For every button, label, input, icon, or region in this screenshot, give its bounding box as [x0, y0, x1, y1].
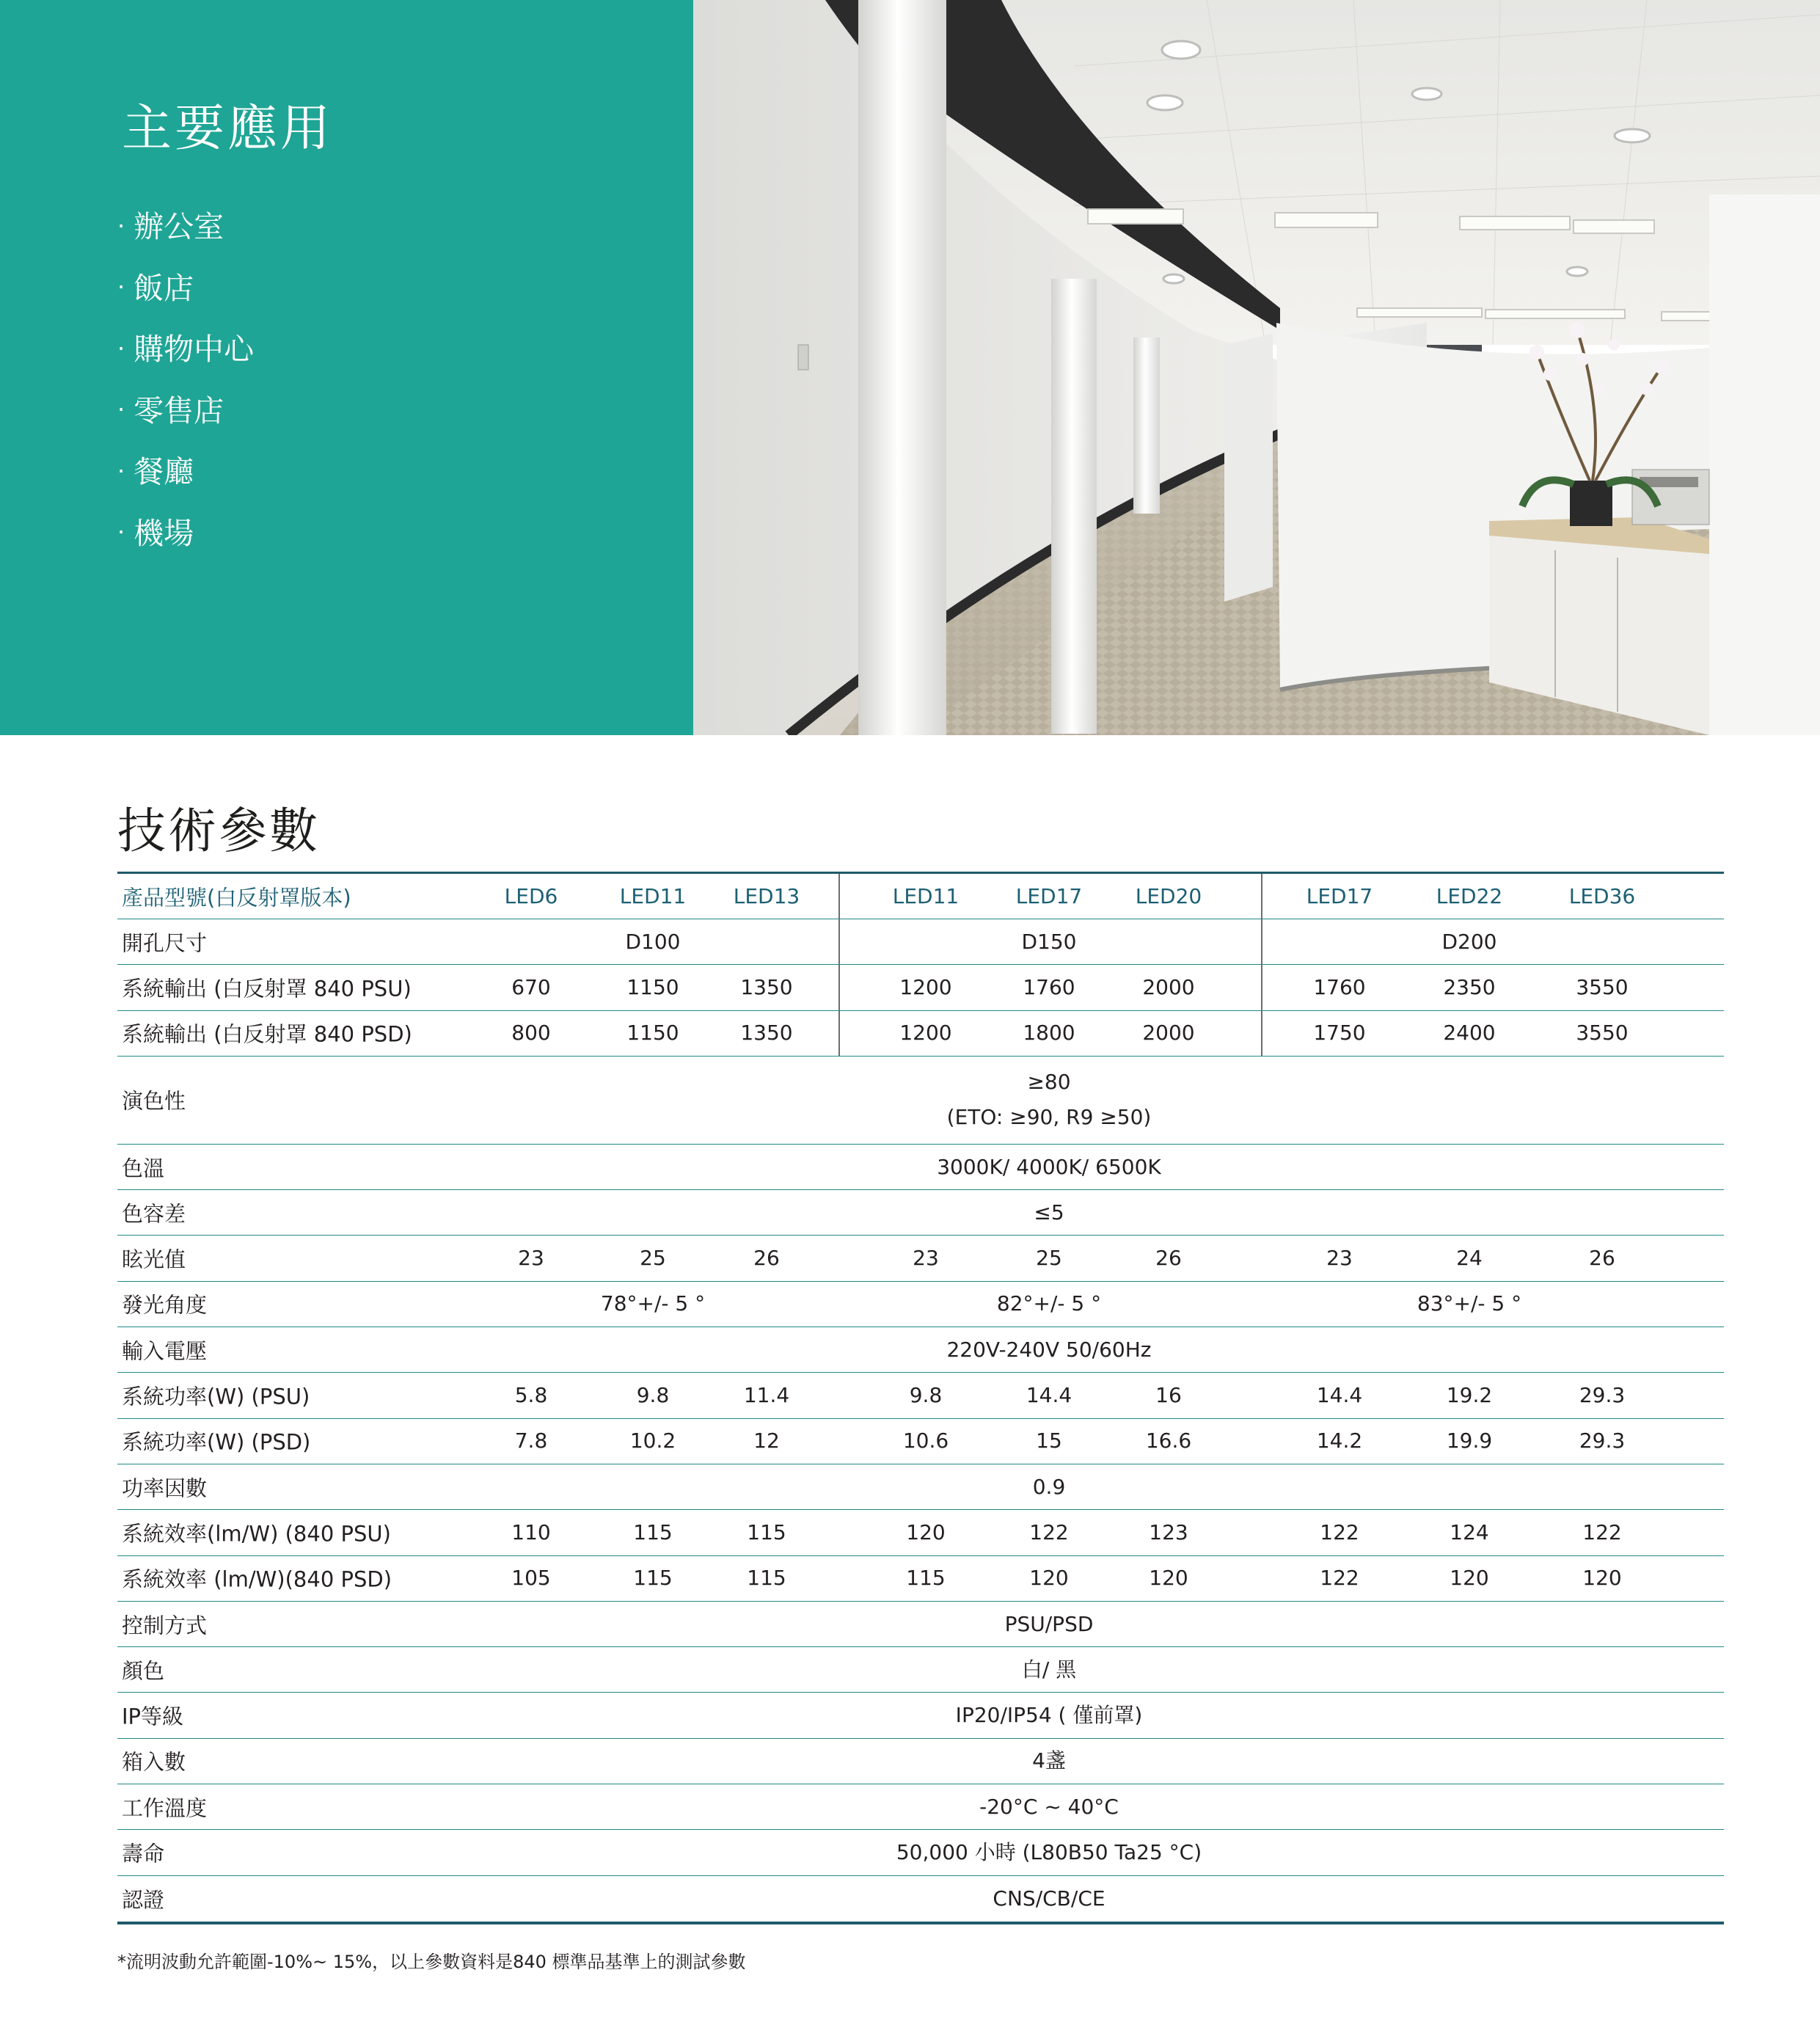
table-cell: 110: [511, 1520, 551, 1545]
table-cell: 23: [1326, 1246, 1353, 1271]
bullet-icon: ·: [117, 395, 125, 424]
table-cell: 23: [518, 1246, 544, 1271]
table-cell: 83°+/- 5 °: [1417, 1291, 1522, 1316]
row-label: IP等級: [122, 1704, 184, 1729]
table-cell: CNS/CB/CE: [993, 1886, 1105, 1911]
row-label: 系統功率(W) (PSU): [122, 1384, 310, 1409]
table-cell: 122: [1029, 1520, 1069, 1545]
row-label: 系統效率(lm/W) (840 PSU): [122, 1521, 391, 1547]
row-label: 開孔尺寸: [122, 930, 208, 956]
specs-table: [117, 872, 1724, 1924]
table-cell: 29.3: [1579, 1429, 1626, 1453]
column: [1051, 279, 1097, 734]
table-cell: D200: [1441, 929, 1497, 954]
application-item: [117, 258, 254, 320]
table-cell: 1750: [1313, 1021, 1366, 1046]
table-cell: 9.8: [909, 1383, 943, 1408]
table-cell: 1200: [899, 975, 952, 1000]
table-cell: 14.2: [1316, 1429, 1363, 1453]
table-cell: 120: [1450, 1566, 1489, 1591]
table-row: [117, 1145, 1724, 1190]
row-label: 系統功率(W) (PSD): [122, 1429, 311, 1455]
bullet-icon: ·: [117, 211, 125, 240]
table-cell: 120: [1582, 1566, 1622, 1591]
table-cell: 9.8: [636, 1383, 670, 1408]
applications-title: 主要應用: [122, 100, 334, 158]
table-cell: 82°+/- 5 °: [996, 1291, 1102, 1316]
table-cell: LED22: [1436, 883, 1503, 908]
table-cell: 12: [753, 1429, 780, 1453]
table-cell: 120: [1029, 1566, 1069, 1591]
table-cell: 0.9: [1032, 1474, 1066, 1499]
table-header-row: [117, 874, 1724, 919]
table-cell: LED17: [1306, 883, 1373, 908]
table-cell: LED13: [733, 883, 800, 908]
table-cell: 123: [1149, 1520, 1188, 1545]
application-item-label: 機場: [134, 515, 194, 551]
table-body: [117, 874, 1724, 1922]
bullet-icon: ·: [117, 456, 125, 485]
table-cell: 14.4: [1316, 1383, 1363, 1408]
table-cell: 14.4: [1026, 1383, 1072, 1408]
application-item: [117, 442, 254, 503]
wall-switch: [798, 345, 808, 370]
table-cell: 1150: [626, 1021, 679, 1046]
row-label: 產品型號(白反射罩版本): [122, 885, 351, 910]
table-cell: 115: [747, 1566, 786, 1591]
table-row: [117, 1784, 1724, 1830]
table-cell: 1200: [899, 1021, 952, 1046]
table-cell: 29.3: [1579, 1383, 1626, 1408]
table-row: [117, 1373, 1724, 1418]
table-cell: 26: [1155, 1246, 1182, 1271]
row-label: 功率因數: [122, 1475, 208, 1501]
application-item-label: 零售店: [134, 393, 224, 428]
table-cell: 1350: [740, 975, 793, 1000]
application-item: [117, 197, 254, 258]
table-cell: 24: [1456, 1246, 1483, 1271]
table-row: [117, 1282, 1724, 1327]
table-cell: LED11: [619, 883, 687, 908]
application-item: [117, 319, 254, 381]
row-label: 演色性: [122, 1088, 186, 1114]
row-label: 箱入數: [122, 1749, 186, 1775]
table-row: [117, 1556, 1724, 1602]
footnote: *流明波動允許範圍-10%~ 15%，以上參數資料是840 標準品基準上的測試參數: [117, 1952, 746, 1972]
table-row: [117, 1510, 1724, 1555]
applications-list: [117, 197, 254, 564]
table-cell: ≤5: [1034, 1200, 1064, 1225]
table-cell: 220V-240V 50/60Hz: [946, 1337, 1152, 1362]
table-cell: 19.9: [1446, 1429, 1493, 1453]
table-cell: D150: [1021, 929, 1077, 954]
table-row: [117, 1236, 1724, 1281]
table-row: [117, 1327, 1724, 1373]
table-cell: 1760: [1313, 975, 1366, 1000]
table-cell: 5.8: [514, 1383, 548, 1408]
table-cell: 800: [511, 1021, 551, 1046]
table-cell: 78°+/- 5 °: [600, 1291, 706, 1316]
table-cell: 白/ 黑: [1021, 1657, 1077, 1682]
row-label: 工作溫度: [122, 1795, 208, 1821]
partition: [1709, 194, 1820, 735]
row-label: 系統輸出 (白反射罩 840 PSD): [122, 1021, 412, 1047]
bullet-icon: ·: [117, 334, 125, 362]
table-cell: 26: [1589, 1246, 1615, 1271]
column: [1133, 337, 1160, 514]
table-cell: 2350: [1443, 975, 1496, 1000]
table-cell: 7.8: [514, 1429, 548, 1453]
table-row: [117, 919, 1724, 965]
table-cell: LED17: [1015, 883, 1083, 908]
office-interior-photo: [693, 0, 1820, 735]
application-item: [117, 381, 254, 442]
table-cell: 25: [640, 1246, 666, 1271]
table-cell: 15: [1036, 1429, 1062, 1453]
cell-line: ≥80: [1027, 1070, 1071, 1095]
bullet-icon: ·: [117, 518, 125, 547]
table-cell: 105: [511, 1566, 551, 1591]
table-cell: 1150: [626, 975, 679, 1000]
table-row: [117, 1464, 1724, 1510]
table-cell: 11.4: [743, 1383, 790, 1408]
table-cell: 120: [906, 1520, 946, 1545]
table-row: [117, 1647, 1724, 1693]
row-label: 輸入電壓: [122, 1338, 208, 1364]
column-divider: [838, 1011, 840, 1057]
table-cell: PSU/PSD: [1004, 1611, 1094, 1636]
table-row: [117, 1057, 1724, 1145]
column: [858, 0, 946, 735]
table-cell: 3550: [1576, 975, 1629, 1000]
table-cell: LED6: [504, 883, 558, 908]
table-cell: LED36: [1568, 883, 1636, 908]
partition: [1224, 334, 1273, 602]
table-row: [117, 1419, 1724, 1464]
column-divider: [1261, 965, 1262, 1011]
table-cell: LED11: [892, 883, 960, 908]
table-cell: 26: [753, 1246, 780, 1271]
table-row: [117, 965, 1724, 1010]
table-cell: 50,000 小時 (L80B50 Ta25 °C): [896, 1840, 1202, 1865]
table-row: [117, 1011, 1724, 1057]
table-cell: 120: [1149, 1566, 1188, 1591]
table-cell: 16: [1155, 1383, 1182, 1408]
row-label: 控制方式: [122, 1613, 208, 1638]
table-row: [117, 1190, 1724, 1236]
table-cell: 122: [1320, 1520, 1359, 1545]
column-divider: [838, 919, 840, 966]
application-item: [117, 503, 254, 565]
applications-panel: [0, 0, 693, 735]
table-cell: 25: [1036, 1246, 1062, 1271]
table-cell: 115: [633, 1520, 673, 1545]
table-cell: 16.6: [1145, 1429, 1192, 1453]
bullet-icon: ·: [117, 273, 125, 302]
table-cell: -20°C ~ 40°C: [979, 1794, 1119, 1819]
table-cell: 670: [511, 975, 551, 1000]
row-label: 壽命: [122, 1841, 165, 1867]
table-cell: 10.2: [629, 1429, 676, 1453]
row-label: 色容差: [122, 1201, 186, 1227]
table-cell: 10.6: [902, 1429, 949, 1453]
column-divider: [838, 965, 840, 1011]
application-item-label: 餐廳: [134, 454, 194, 490]
row-label: 認證: [122, 1887, 165, 1913]
table-cell: 115: [633, 1566, 673, 1591]
table-cell: 1760: [1023, 975, 1075, 1000]
column-divider: [1261, 919, 1262, 966]
table-row: [117, 1602, 1724, 1647]
table-cell: LED20: [1135, 883, 1202, 908]
table-cell: 2000: [1142, 1021, 1195, 1046]
table-row: [117, 1876, 1724, 1922]
application-item-label: 購物中心: [134, 332, 255, 368]
table-cell: 3550: [1576, 1021, 1629, 1046]
table-cell: 122: [1582, 1520, 1622, 1545]
specs-title: 技術參數: [117, 803, 320, 859]
table-row: [117, 1739, 1724, 1784]
cell-line: (ETO: ≥90, R9 ≥50): [946, 1105, 1152, 1130]
table-row: [117, 1830, 1724, 1875]
column-divider: [1261, 874, 1262, 920]
table-cell: 1800: [1023, 1021, 1075, 1046]
row-label: 顏色: [122, 1658, 165, 1684]
table-cell: 3000K/ 4000K/ 6500K: [937, 1154, 1161, 1179]
table-cell: 115: [906, 1566, 946, 1591]
table-cell: 19.2: [1446, 1383, 1493, 1408]
table-cell: 2000: [1142, 975, 1195, 1000]
table-cell: D100: [625, 929, 681, 954]
row-label: 眩光值: [122, 1247, 186, 1272]
table-cell: 124: [1450, 1520, 1489, 1545]
table-row: [117, 1693, 1724, 1738]
table-cell: 115: [747, 1520, 786, 1545]
column-divider: [838, 874, 840, 920]
application-item-label: 辦公室: [134, 209, 224, 245]
table-cell: [947, 1065, 1152, 1135]
column-divider: [1261, 1011, 1262, 1057]
table-cell: 1350: [740, 1021, 793, 1046]
row-label: 系統輸出 (白反射罩 840 PSU): [122, 976, 412, 1001]
table-cell: 23: [913, 1246, 939, 1271]
row-label: 系統效率 (lm/W)(840 PSD): [122, 1566, 392, 1592]
table-bottom-rule: [117, 1922, 1724, 1924]
row-label: 發光角度: [122, 1292, 208, 1318]
table-cell: 122: [1320, 1566, 1359, 1591]
table-cell: 2400: [1443, 1021, 1496, 1046]
row-label: 色溫: [122, 1156, 165, 1181]
table-cell: IP20/IP54 ( 僅前罩): [955, 1703, 1143, 1728]
table-cell: 4盞: [1032, 1748, 1066, 1773]
application-item-label: 飯店: [134, 270, 194, 306]
